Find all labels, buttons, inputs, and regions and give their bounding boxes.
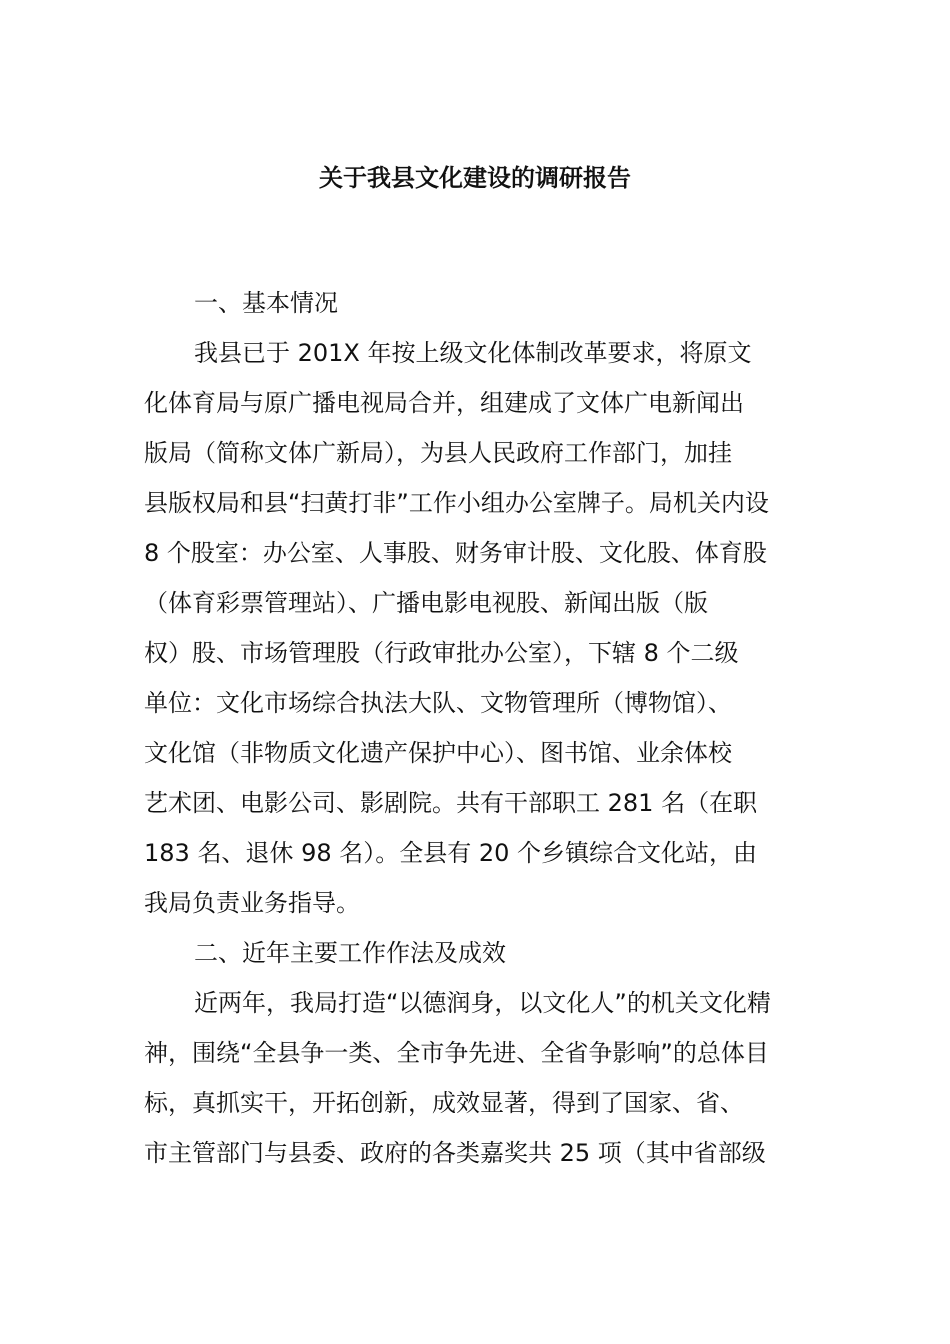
section-heading: 二、近年主要工作作法及成效 xyxy=(194,939,506,967)
paragraph-line: 标，真抓实干，开拓创新，成效显著，得到了国家、省、 xyxy=(144,1089,744,1117)
paragraph-line: 版局（简称文体广新局），为县人民政府工作部门，加挂 xyxy=(144,439,732,467)
paragraph-line: 艺术团、电影公司、影剧院。共有干部职工 281 名（在职 xyxy=(144,789,758,817)
paragraph-line: 化体育局与原广播电视局合并，组建成了文体广电新闻出 xyxy=(144,389,744,417)
section-heading: 一、基本情况 xyxy=(194,289,338,317)
paragraph-line: 文化馆（非物质文化遗产保护中心）、图书馆、业余体校 xyxy=(144,739,732,767)
paragraph-line: 8 个股室：办公室、人事股、财务审计股、文化股、体育股 xyxy=(144,539,767,567)
document-body xyxy=(144,278,808,1178)
document-title: 关于我县文化建设的调研报告 xyxy=(319,164,631,192)
paragraph-line: 我局负责业务指导。 xyxy=(144,889,360,917)
paragraph-line: 神，围绕“全县争一类、全市争先进、全省争影响”的总体目 xyxy=(144,1039,769,1067)
paragraph-line: 单位：文化市场综合执法大队、文物管理所（博物馆）、 xyxy=(144,689,732,717)
paragraph-line: 权）股、市场管理股（行政审批办公室），下辖 8 个二级 xyxy=(144,639,739,667)
paragraph-line: 183 名、退休 98 名）。全县有 20 个乡镇综合文化站，由 xyxy=(144,839,758,867)
paragraph-line: 县版权局和县“扫黄打非”工作小组办公室牌子。局机关内设 xyxy=(144,489,769,517)
paragraph-line: 我县已于 201X 年按上级文化体制改革要求，将原文 xyxy=(194,339,752,367)
paragraph-line: （体育彩票管理站）、广播电影电视股、新闻出版（版 xyxy=(144,589,708,617)
paragraph-line: 近两年，我局打造“以德润身，以文化人”的机关文化精 xyxy=(194,989,771,1017)
paragraph-line: 市主管部门与县委、政府的各类嘉奖共 25 项（其中省部级 xyxy=(144,1139,766,1167)
